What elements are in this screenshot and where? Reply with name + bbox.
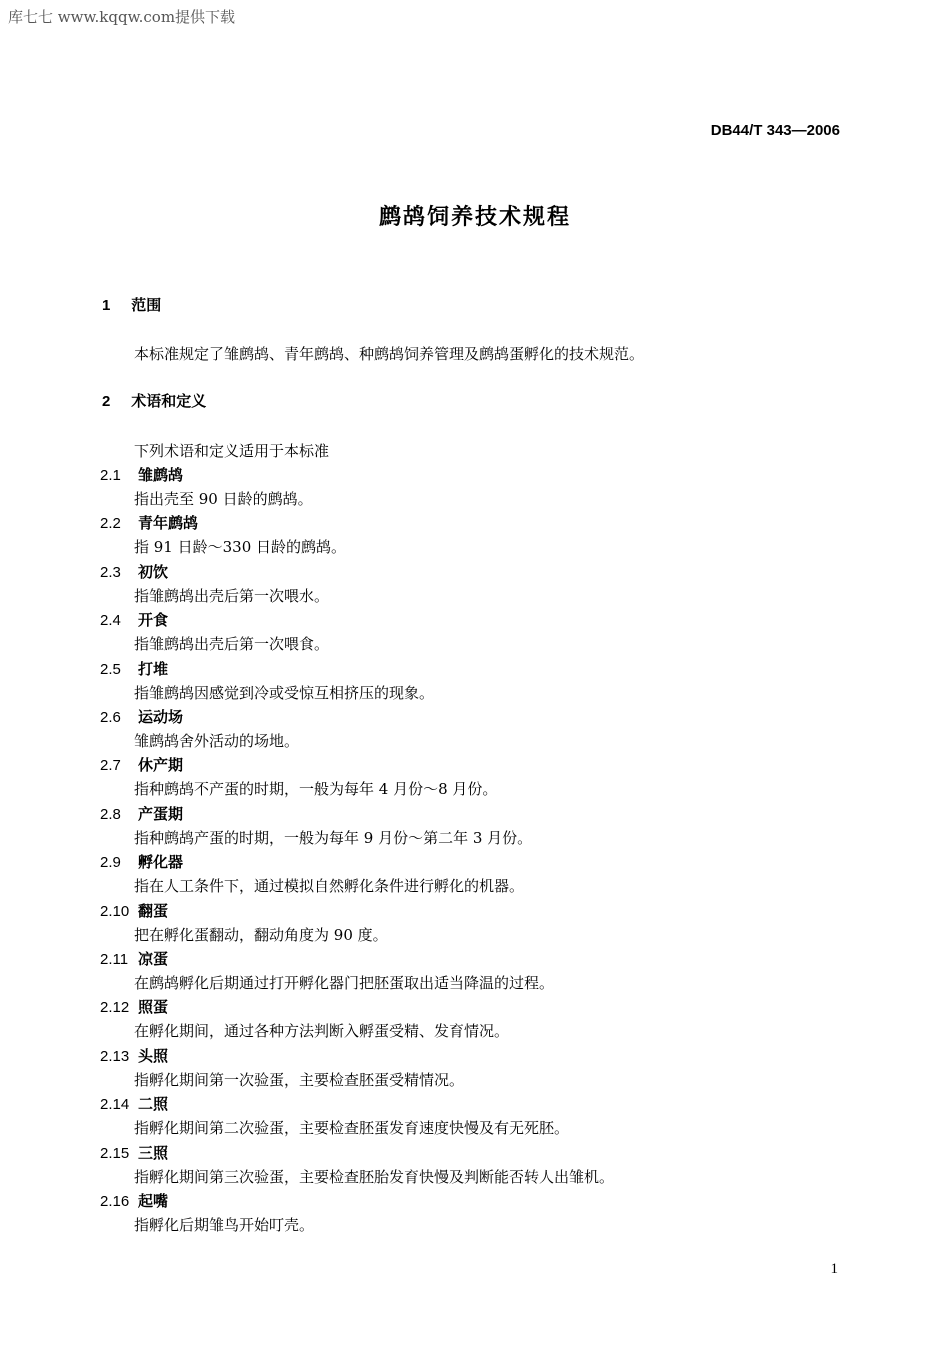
term-definition: 在孵化期间，通过各种方法判断入孵蛋受精、发育情况。: [134, 1022, 510, 1041]
term-number: 2.10: [100, 902, 130, 920]
term-name: 三照: [138, 1143, 169, 1162]
term-heading: [100, 900, 168, 921]
term-definition: 指雏鹧鸪出壳后第一次喂水。: [134, 586, 330, 605]
watermark-text: 库七七 www.kqqw.com提供下载: [8, 8, 236, 26]
term-heading: [100, 803, 183, 824]
term-name: 头照: [138, 1046, 169, 1065]
term-definition: 把在孵化蛋翻动，翻动角度为 90 度。: [134, 925, 388, 944]
term-definition: 在鹧鸪孵化后期通过打开孵化器门把胚蛋取出适当降温的过程。: [134, 974, 555, 992]
term-number: 2.7: [100, 757, 121, 775]
section-title: 范围: [131, 296, 162, 314]
term-name: 起嘴: [138, 1192, 169, 1210]
standard-code: DB44/T 343—2006: [710, 122, 840, 139]
term-heading: [100, 754, 183, 775]
term-heading: [100, 609, 168, 630]
term-number: 2.11: [100, 951, 129, 968]
term-number: 2.1: [100, 467, 121, 484]
term-number: 2.3: [100, 563, 121, 581]
terms-intro: 下列术语和定义适用于本标准: [134, 442, 330, 460]
page-number: 1: [830, 1261, 838, 1277]
term-definition: 指孵化期间第一次验蛋，主要检查胚蛋受精情况。: [134, 1070, 465, 1089]
term-number: 2.5: [100, 660, 121, 678]
term-number: 2.16: [100, 1193, 130, 1210]
term-name: 雏鹧鸪: [138, 466, 184, 484]
section-number: 2: [102, 393, 111, 410]
term-definition: 指孵化期间第三次验蛋，主要检查胚胎发育快慢及判断能否转人出雏机。: [134, 1167, 615, 1186]
term-name: 青年鹧鸪: [138, 514, 199, 533]
term-name: 翻蛋: [138, 901, 169, 920]
term-name: 运动场: [138, 708, 184, 726]
term-heading: [100, 512, 198, 533]
term-number: 2.8: [100, 805, 121, 823]
term-heading: [100, 561, 168, 582]
term-name: 孵化器: [138, 853, 184, 872]
term-name: 打堆: [138, 659, 169, 678]
section-heading-scope: [102, 294, 161, 315]
term-number: 2.14: [100, 1096, 130, 1114]
term-definition: 指 91 日龄～330 日龄的鹧鸪。: [134, 538, 347, 557]
term-definition: 指种鹧鸪产蛋的时期，一般为每年 9 月份～第二年 3 月份。: [134, 828, 533, 847]
term-name: 休产期: [138, 756, 184, 775]
term-name: 开食: [138, 611, 169, 630]
term-definition: 指孵化后期雏鸟开始叮壳。: [134, 1216, 315, 1234]
term-definition: 指在人工条件下，通过模拟自然孵化条件进行孵化的机器。: [134, 877, 525, 896]
term-name: 凉蛋: [138, 950, 169, 968]
term-heading: [100, 996, 168, 1017]
term-definition: 指种鹧鸪不产蛋的时期，一般为每年 4 月份～8 月份。: [134, 780, 498, 799]
term-definition: 指雏鹧鸪因感觉到冷或受惊互相挤压的现象。: [134, 683, 435, 702]
section-number: 1: [102, 297, 111, 314]
term-heading: [100, 1190, 168, 1211]
term-number: 2.9: [100, 854, 121, 872]
section-title: 术语和定义: [131, 392, 207, 410]
section-heading-terms: [102, 390, 206, 411]
term-number: 2.6: [100, 709, 121, 726]
term-heading: [100, 658, 168, 679]
term-name: 产蛋期: [138, 804, 184, 823]
term-definition: 雏鹧鸪舍外活动的场地。: [134, 732, 300, 750]
term-number: 2.2: [100, 515, 121, 533]
term-number: 2.12: [100, 999, 130, 1017]
term-name: 二照: [138, 1095, 169, 1114]
term-heading: [100, 706, 183, 727]
term-name: 照蛋: [138, 998, 169, 1017]
term-definition: 指雏鹧鸪出壳后第一次喂食。: [134, 635, 330, 654]
term-heading: [100, 1045, 168, 1066]
term-heading: [100, 948, 168, 969]
scope-paragraph: 本标准规定了雏鹧鸪、青年鹧鸪、种鹧鸪饲养管理及鹧鸪蛋孵化的技术规范。: [134, 345, 645, 363]
term-number: 2.13: [100, 1047, 130, 1065]
term-heading: [100, 464, 183, 485]
term-number: 2.4: [100, 612, 121, 630]
term-definition: 指出壳至 90 日龄的鹧鸪。: [134, 490, 313, 508]
term-heading: [100, 1142, 168, 1163]
term-name: 初饮: [138, 562, 169, 581]
term-heading: [100, 1093, 168, 1114]
term-number: 2.15: [100, 1144, 130, 1162]
page-title: 鹧鸪饲养技术规程: [378, 205, 571, 230]
term-heading: [100, 851, 183, 872]
term-definition: 指孵化期间第二次验蛋，主要检查胚蛋发育速度快慢及有无死胚。: [134, 1119, 570, 1138]
